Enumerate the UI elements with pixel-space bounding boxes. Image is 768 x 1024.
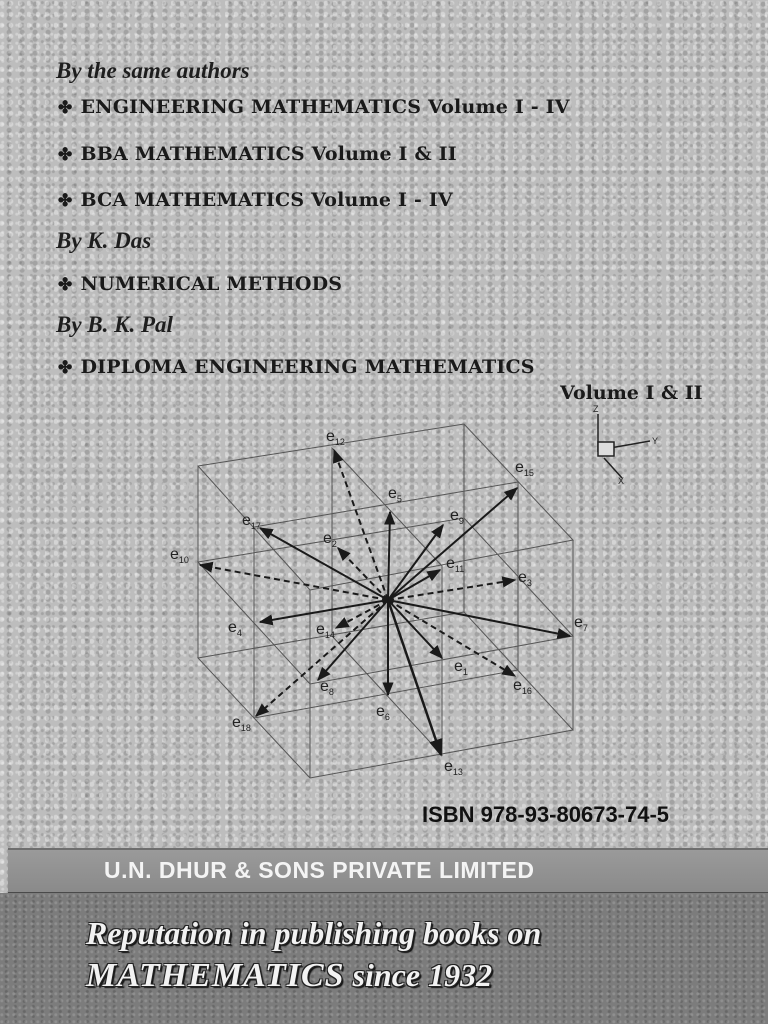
arrow-e9 <box>388 525 443 600</box>
arrow-e5 <box>388 512 390 600</box>
authors-heading: By the same authors <box>56 58 250 83</box>
arrow-e11 <box>388 570 440 600</box>
label-e17: $e_{17}$ <box>242 512 261 531</box>
arrow-e16 <box>388 600 515 676</box>
label-e6: $e_6$ <box>376 703 390 722</box>
arrow-e18 <box>256 600 388 716</box>
label-e16: $e_{16}$ <box>513 677 532 696</box>
bullet-icon: ✤ <box>58 275 73 295</box>
tagline-since: since 1932 <box>344 957 493 993</box>
publisher-band <box>8 848 768 895</box>
publisher-name: U.N. DHUR & SONS PRIVATE LIMITED <box>104 857 535 883</box>
coordinate-axes-icon <box>593 404 658 486</box>
label-e3: $e_3$ <box>518 569 532 588</box>
label-e14: $e_{14}$ <box>316 621 335 640</box>
label-e9: $e_9$ <box>450 507 464 526</box>
x-axis-label: X <box>618 476 625 486</box>
bullet-icon: ✤ <box>58 358 73 378</box>
bullet-icon: ✤ <box>58 145 73 165</box>
book-item-numerical-methods <box>58 273 342 295</box>
vector-arrows <box>200 450 570 755</box>
book-title: DIPLOMA ENGINEERING MATHEMATICS <box>80 356 535 378</box>
label-e5: $e_5$ <box>388 485 402 504</box>
label-e1: $e_1$ <box>454 658 468 677</box>
book-item-engineering-mathematics <box>58 96 570 118</box>
book-item-bca-mathematics <box>58 189 453 211</box>
book-title: BBA MATHEMATICS Volume I & II <box>80 143 457 165</box>
label-e8: $e_8$ <box>320 678 334 697</box>
label-e2: $e_2$ <box>323 530 337 549</box>
isbn-number: ISBN 978-93-80673-74-5 <box>422 802 670 827</box>
book-title: ENGINEERING MATHEMATICS Volume I - IV <box>80 96 570 118</box>
book-title: NUMERICAL METHODS <box>80 273 343 295</box>
book-title: BCA MATHEMATICS Volume I - IV <box>80 189 453 211</box>
tagline-mathematics: MATHEMATICS <box>86 957 345 994</box>
author-das: By K. Das <box>56 228 152 253</box>
lattice-vectors-diagram <box>0 400 768 800</box>
label-e18: $e_{18}$ <box>232 714 251 733</box>
label-e10: $e_{10}$ <box>170 546 189 565</box>
tagline-line-2 <box>86 957 492 995</box>
arrow-e8 <box>318 600 388 680</box>
arrow-e12 <box>334 450 388 600</box>
book-volume: Volume I & II <box>560 382 703 404</box>
label-e7: $e_7$ <box>574 614 588 633</box>
book-item-diploma-engineering-mathematics <box>58 356 535 378</box>
label-e11: $e_{11}$ <box>446 555 465 574</box>
label-e13: $e_{13}$ <box>444 758 463 777</box>
z-axis-label: Z <box>593 404 599 414</box>
bullet-icon: ✤ <box>58 98 73 118</box>
bullet-icon: ✤ <box>58 191 73 211</box>
arrow-e13 <box>388 600 441 755</box>
label-e12: $e_{12}$ <box>326 428 345 447</box>
author-pal: By B. K. Pal <box>56 312 173 337</box>
book-item-bba-mathematics <box>58 143 457 165</box>
y-axis-label: Y <box>652 436 659 446</box>
label-e4: $e_4$ <box>228 619 242 638</box>
tagline-line-1: Reputation in publishing books on <box>86 915 542 951</box>
tagline-band <box>0 893 768 1024</box>
label-e15: $e_{15}$ <box>515 459 534 478</box>
